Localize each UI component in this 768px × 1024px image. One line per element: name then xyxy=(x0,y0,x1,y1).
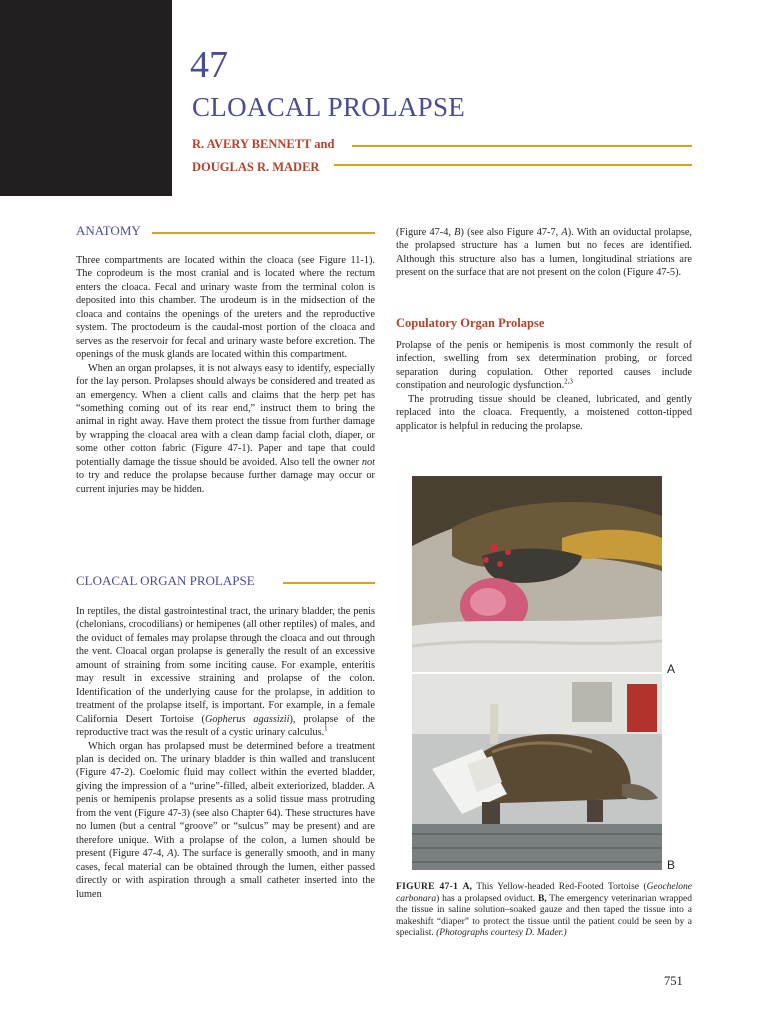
copulatory-body xyxy=(396,339,692,433)
chapter-black-block xyxy=(0,0,172,196)
page-number: 751 xyxy=(664,974,683,988)
cloacal-paragraph-1 xyxy=(76,605,375,740)
figure-label-a: A xyxy=(667,662,676,676)
caption-credit: (Photographs courtesy D. Mader.) xyxy=(436,928,567,939)
caption-text-1: This Yellow-headed Red-Footed Tortoise ( xyxy=(471,882,647,892)
caption-a-label: A, xyxy=(462,882,472,892)
anatomy-paragraph-1: Three compartments are located within the cloaca (see Figure 11-1). The coprodeum is the most cranial and is located where the rectum enters the cloaca. Fecal and urinary waste from the terminal colon is deposited into this chamber. The urodeum is in the midsection of the cloaca and contains the openings of the ureters and the reproductive system. The proctodeum is the caudal-most portion of the cloaca and serves as the reservoir for fecal and urinary waste before excretion. The openings of the musk glands are located within this compartment. xyxy=(76,255,375,361)
anatomy-body xyxy=(76,254,375,496)
tortoise-diaper-illustration xyxy=(412,674,662,870)
copulatory-paragraph-2: The protruding tissue should be cleaned, lubricated, and gently replaced into the cloaca. Frequently, a moistened cotton-tipped applicator is helpful in reducing the prolapse. xyxy=(396,393,692,432)
caption-species: Geochelone carbonara xyxy=(396,882,693,904)
anatomy-p2-emphasis: not xyxy=(361,456,375,468)
cloacal-p3-text-a: (Figure 47-4, xyxy=(396,227,455,238)
cloacal-p3-fig-a: A xyxy=(561,227,568,238)
author-2: DOUGLAS R. MADER xyxy=(192,160,320,174)
figure-photo-b xyxy=(412,674,662,870)
cloacal-p3-text-b: ) (see also Figure 47-7, xyxy=(460,227,562,238)
copulatory-p1-text: Prolapse of the penis or hemipenis is most commonly the result of infection, swelling from sex determination probing, or forced separation during copulation. Other reported causes include constipation and neurologic dysfunction. xyxy=(396,340,692,392)
cloacal-body xyxy=(76,605,375,901)
cloacal-p1-text-b: ), prolapse of the reproductive tract was the result of a cystic urinary calculus. xyxy=(76,713,375,739)
author-rule-1 xyxy=(352,145,692,147)
figure-caption xyxy=(396,882,692,940)
cloacal-p3-text-c: ). With an oviductal prolapse, the prolapsed structure has a lumen but no feces are identified. Although this structure also has a lumen, longitudinal striations are present on the surface that are not present on the colon (Figure 47-5). xyxy=(396,227,692,279)
figure-photo-a xyxy=(412,476,662,672)
cloacal-p1-text-a: In reptiles, the distal gastrointestinal tract, the urinary bladder, the penis (chelonians, crocodilians) or hemipenes (all other reptiles) of males, and the oviduct of females may prolapse through the cloaca and out through the vent. Cloacal organ prolapse is generally the result of an excessive amount of straining from some inciting cause. For example, enteritis may result in excessive straining and prolapse of the colon. Identification of the underlying cause for the prolapse, in addition to treatment of the prolapse itself, is important. For example, in a female California Desert Tortoise ( xyxy=(76,606,375,725)
cloacal-continuation xyxy=(396,226,692,280)
author-rule-2 xyxy=(334,164,692,166)
heading-anatomy: ANATOMY xyxy=(76,223,141,238)
cloacal-p1-species: Gopherus agassizii xyxy=(204,713,290,725)
caption-text-3: The emergency veterinarian wrapped the tissue in saline solution–soaked gauze and then taped the tissue into a makeshift “diaper” to protect the tissue until the patient could be seen by a specialist. xyxy=(396,893,692,939)
cloacal-p2-text-b: ). The surface is generally smooth, and in many cases, fecal material can be obtained through the lumen, either passed directly or with aspiration through a small catheter inserted into the lumen xyxy=(76,848,376,900)
copulatory-p1-ref: 2,3 xyxy=(564,377,573,386)
heading-cloacal-organ-prolapse: CLOACAL ORGAN PROLAPSE xyxy=(76,573,255,588)
anatomy-p2-text-a: When an organ prolapses, it is not always easy to identify, especially for the lay person. Prolapses should always be considered and treated as an emergency. When a client calls and claims that the herp pet has “something coming out of its rear end,” instruct them to bring the animal in right away. Have them protect the tissue from further damage by wrapping the cloacal area with a clean damp facial cloth, diaper, or some other cotton fabric (Figure 47-1). Paper and tape that could potentially damage the tissue should be avoided. Also tell the owner xyxy=(76,362,375,468)
tortoise-prolapse-illustration xyxy=(412,476,662,672)
anatomy-paragraph-2 xyxy=(76,362,375,497)
caption-b-label: B, xyxy=(537,893,547,904)
cloacal-p2-fig-a: A xyxy=(167,848,174,860)
anatomy-p2-text-b: to try and reduce the prolapse because further damage may occur or current injuries may be hidden. xyxy=(76,470,375,495)
cloacal-p3-fig-b: B xyxy=(454,227,461,238)
copulatory-paragraph-1 xyxy=(396,339,692,393)
cloacal-p1-ref: 1 xyxy=(324,724,328,733)
caption-text-2: ) has a prolapsed oviduct. xyxy=(436,893,538,904)
cloacal-paragraph-2 xyxy=(76,740,375,901)
heading-copulatory-organ-prolapse: Copulatory Organ Prolapse xyxy=(396,316,545,330)
cloacal-paragraph-3 xyxy=(396,226,692,280)
authors xyxy=(192,133,334,179)
heading-rule-anatomy xyxy=(152,232,375,234)
chapter-title: CLOACAL PROLAPSE xyxy=(192,92,466,122)
chapter-number: 47 xyxy=(190,44,228,86)
heading-rule-cloacal xyxy=(283,582,375,584)
cloacal-p2-text-a: Which organ has prolapsed must be determined before a treatment plan is decided on. The urinary bladder is thin walled and translucent (Figure 47-2). Coelomic fluid may collect within the everted bladder, giving the impression of a “urine”-filled, albeit exteriorized, bladder. A penis or hemipenis prolapse presents as a solid tissue mass protruding from the vent (Figure 47-3) (see also Chapter 64). These structures have no lumen (but a central “groove” or “sulcus” may be present) and are therefore unique. With a prolapse of the colon, a lumen should be present (Figure 47-4, xyxy=(76,740,375,860)
caption-label: FIGURE 47-1 xyxy=(396,882,459,892)
author-1: R. AVERY BENNETT and xyxy=(192,137,335,151)
figure-label-b: B xyxy=(667,858,676,872)
